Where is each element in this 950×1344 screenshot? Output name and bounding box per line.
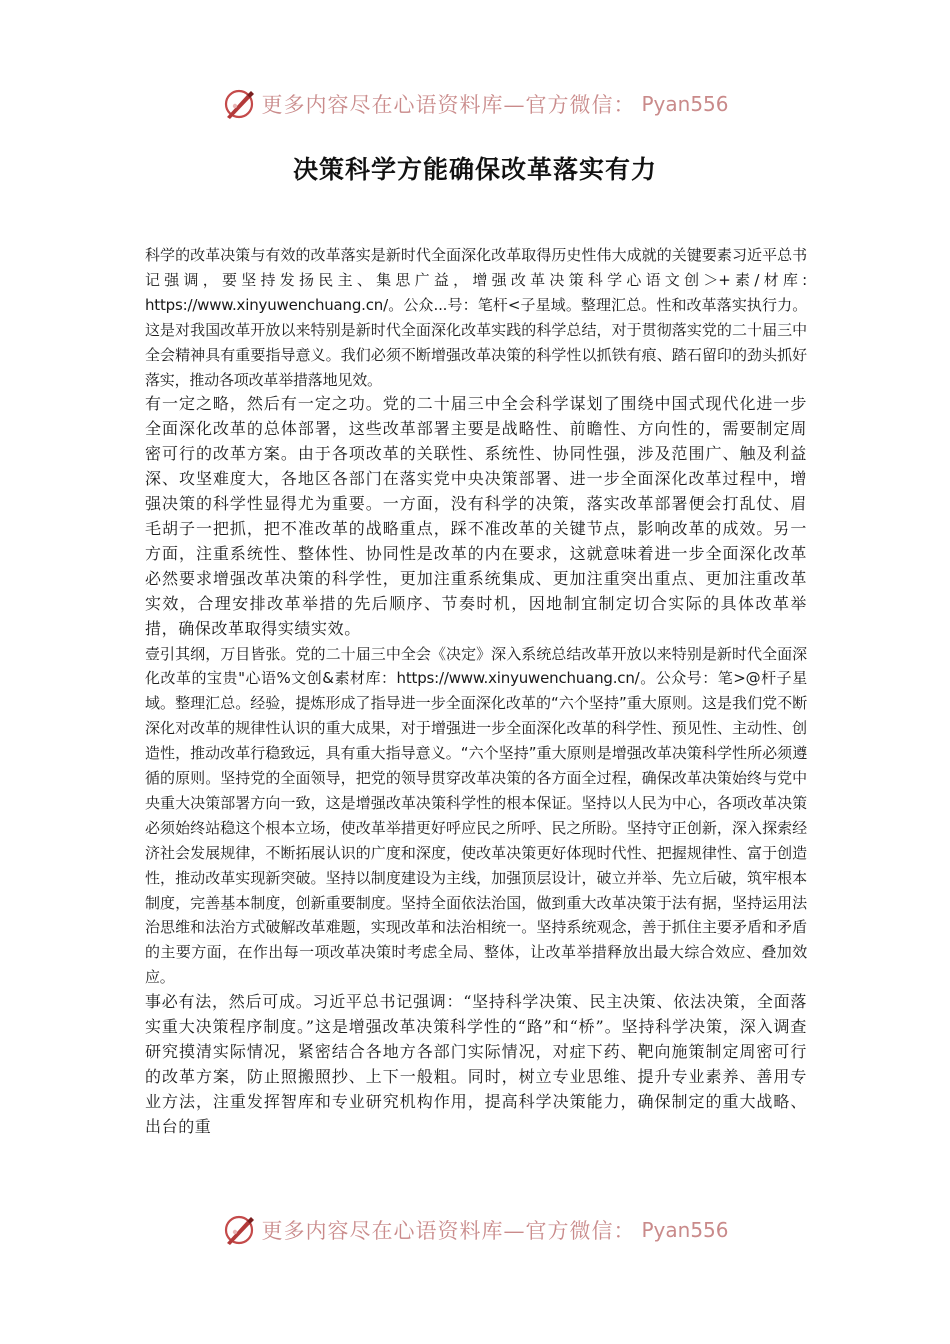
watermark-wechat-id: Pyan556 — [641, 1218, 729, 1242]
footer-watermark — [0, 1208, 950, 1252]
pen-circle-logo-icon — [221, 1212, 257, 1248]
watermark-text: 更多内容尽在心语资料库—官方微信： — [261, 1219, 636, 1243]
paragraph-3: 壹引其纲，万目皆张。党的二十届三中全会《决定》深入系统总结改革开放以来特别是新时代全面深化改革的宝贵"心语%文创&素材库：https://www.xinyuwenchuang.cn/。公众号：笔>@杆子星域。整理汇总。经验，提炼形成了指导进一步全面深化改革的“六个坚持”重大原则。这是我们党不断深化对改革的规律性认识的重大成果，对于增强进一步全面深化改革的科学性、预见性、主动性、创造性，推动改革行稳致远，具有重大指导意义。“六个坚持”重大原则是增强改革决策科学性所必须遵循的原则。坚持党的全面领导，把党的领导贯穿改革决策的各方面全过程，确保改革决策始终与党中央重大决策部署方向一致，这是增强改革决策科学性的根本保证。坚持以人民为中心，各项改革决策必须始终站稳这个根本立场，使改革举措更好呼应民之所呼、民之所盼。坚持守正创新，深入探索经济社会发展规律，不断拓展认识的广度和深度，使改革决策更好体现时代性、把握规律性、富于创造性，推动改革实现新突破。坚持以制度建设为主线，加强顶层设计，破立并举、先立后破，筑牢根本制度，完善基本制度，创新重要制度。坚持全面依法治国，做到重大改革决策于法有据，坚持运用法治思维和法治方式破解改革难题，实现改革和法治相统一。坚持系统观念，善于抓住主要矛盾和矛盾的主要方面，在作出每一项改革决策时考虑全局、整体，让改革举措释放出最大综合效应、叠加效应。 — [145, 644, 807, 987]
watermark-group — [221, 86, 728, 122]
article-body — [145, 243, 807, 1140]
paragraph-4: 事必有法，然后可成。习近平总书记强调：“坚持科学决策、民主决策、依法决策，全面落实重大决策程序制度。”这是增强改革决策科学性的“路”和“桥”。坚持科学决策，深入调查研究摸清实际情况，紧密结合各地方各部门实际情况，对症下药、靶向施策制定周密可行的改革方案，防止照搬照抄、上下一般粗。同时，树立专业思维、提升专业素养、善用专业方法，注重发挥智库和专业研究机构作用，提高科学决策能力，确保制定的重大战略、出台的重 — [145, 992, 807, 1136]
paragraph-2: 有一定之略，然后有一定之功。党的二十届三中全会科学谋划了围绕中国式现代化进一步全面深化改革的总体部署，这些改革部署主要是战略性、前瞻性、方向性的，需要制定周密可行的改革方案。由于各项改革的关联性、系统性、协同性强，涉及范围广、触及利益深、攻坚难度大，各地区各部门在落实党中央决策部署、进一步全面深化改革过程中，增强决策的科学性显得尤为重要。一方面，没有科学的决策，落实改革部署便会打乱仗、眉毛胡子一把抓，把不准改革的战略重点，踩不准改革的关键节点，影响改革的成效。另一方面，注重系统性、整体性、协同性是改革的内在要求，这就意味着进一步全面深化改革必然要求增强改革决策的科学性，更加注重系统集成、更加注重突出重点、更加注重改革实效，合理安排改革举措的先后顺序、节奏时机，因地制宜制定切合实际的具体改革举措，确保改革取得实绩实效。 — [145, 394, 807, 638]
paragraph-1: 科学的改革决策与有效的改革落实是新时代全面深化改革取得历史性伟大成就的关键要素习近平总书记强调，要坚持发扬民主、集思广益，增强改革决策科学心语文创＞+素/材库: https://www.xinyuwenchuang.cn/。公众...号：笔杆<子星域。整理汇总。性和改革落实执行力。这是对我国改革开放以来特别是新时代全面深化改革实践的科学总结，对于贯彻落实党的二十届三中全会精神具有重要指导意义。我们必须不断增强改革决策的科学性以抓铁有痕、踏石留印的劲头抓好落实，推动各项改革举措落地见效。 — [145, 246, 807, 389]
watermark-wechat-id: Pyan556 — [641, 92, 729, 116]
watermark-text: 更多内容尽在心语资料库—官方微信： — [261, 93, 636, 117]
pen-circle-logo-icon — [221, 86, 257, 122]
watermark-group — [221, 1212, 728, 1248]
header-watermark — [0, 82, 950, 126]
page-title: 决策科学方能确保改革落实有力 — [292, 155, 657, 184]
